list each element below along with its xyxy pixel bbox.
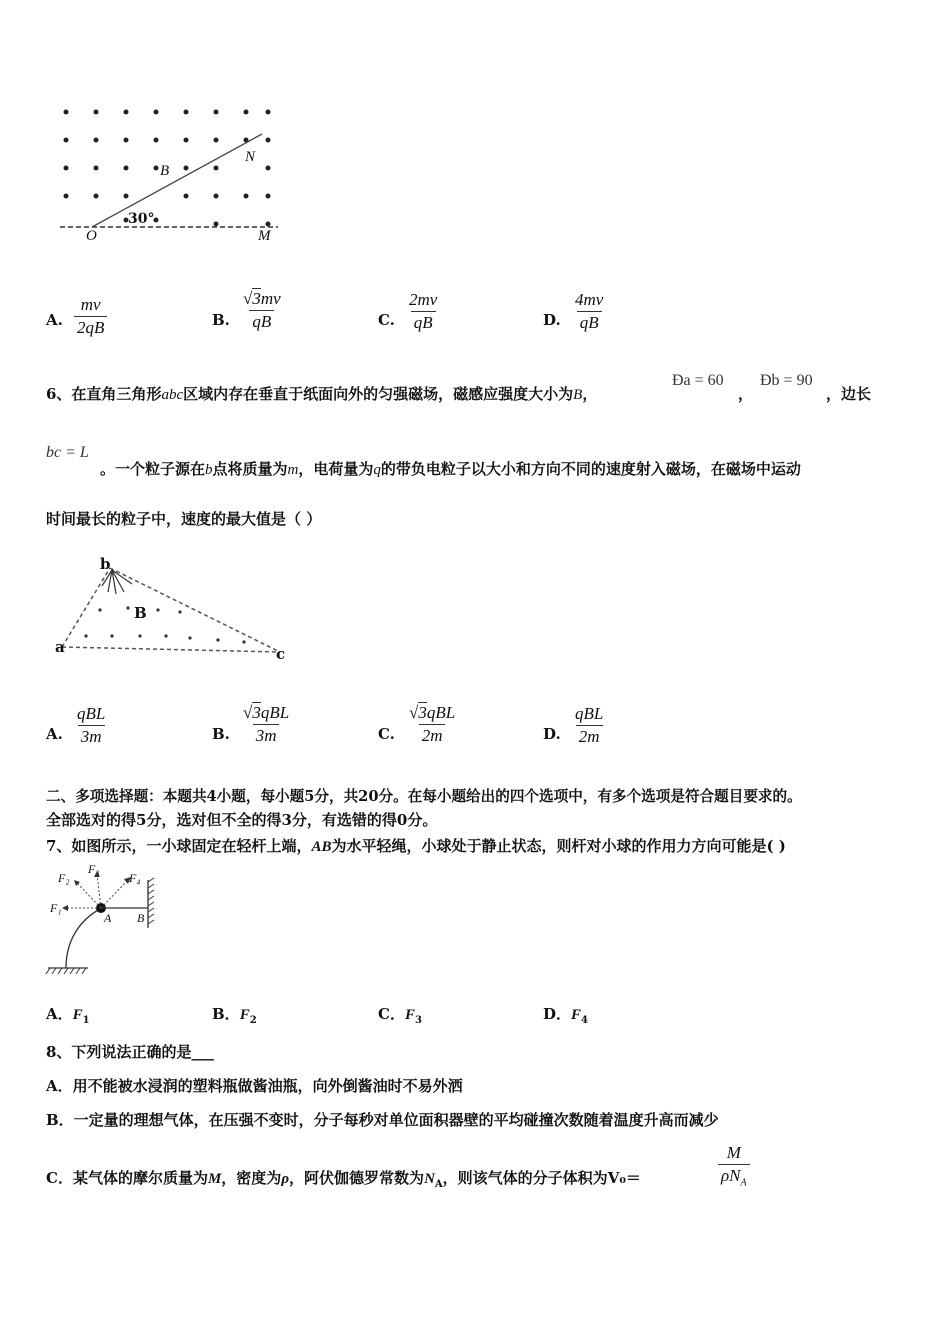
frac-den: qB xyxy=(249,310,274,333)
q7-option-c xyxy=(378,1003,422,1026)
q7-option-a xyxy=(46,1003,90,1026)
q5-label-B: B xyxy=(160,163,170,179)
sqrt-radicand: 3 xyxy=(252,289,261,308)
sqrt-icon: √ xyxy=(243,703,253,722)
q6-label-B: B xyxy=(134,604,147,622)
q6-stem-part1: 6、在直角三角形 xyxy=(46,385,162,403)
q8-c-c: ，阿伏伽德罗常数为 xyxy=(289,1169,425,1187)
frac-num: 4mv xyxy=(575,290,604,309)
option-sub: 3 xyxy=(414,1015,422,1026)
frac-den: 3m xyxy=(78,725,105,748)
q5-option-c-label: C. xyxy=(378,311,395,329)
frac-num: qBL xyxy=(575,704,604,723)
frac-den: qB xyxy=(411,311,436,334)
q8-stem: 8、下列说法正确的是___ xyxy=(46,1043,214,1061)
q7-stem-a: 7、如图所示，一小球固定在轻杆上端， xyxy=(46,837,312,855)
q8-c-a: C．某气体的摩尔质量为 xyxy=(46,1169,208,1187)
q5-option-c-fraction xyxy=(406,289,440,334)
q6-angle-b: Ðb = 90 xyxy=(760,372,813,389)
q8-c-d: ，则该气体的分子体积为 xyxy=(442,1169,608,1187)
q5-option-d-fraction xyxy=(572,289,606,334)
q8-c-M: M xyxy=(207,1171,222,1187)
option-value: F xyxy=(571,1007,582,1023)
q6-triangle-diagram xyxy=(50,552,300,667)
q6-stem-edge: ，边长 xyxy=(826,385,872,403)
frac-num xyxy=(240,288,284,310)
frac-den: 2m xyxy=(419,724,446,747)
option-value: F xyxy=(72,1007,83,1023)
q5-label-N: N xyxy=(245,149,256,165)
frac-den-main: ρN xyxy=(721,1166,741,1185)
option-sub: 2 xyxy=(249,1015,257,1026)
q5-option-b-label: B. xyxy=(212,311,230,329)
option-value: F xyxy=(239,1007,250,1023)
q6-label-b: b xyxy=(100,555,111,573)
frac-den: 2m xyxy=(576,725,603,748)
q7-label-B: B xyxy=(137,911,145,925)
frac-den: 3m xyxy=(253,724,280,747)
q6-stem-line1 xyxy=(46,383,597,404)
q6-stem-line3: 时间最长的粒子中，速度的最大值是（ ） xyxy=(46,510,322,528)
frac-num: qBL xyxy=(77,704,106,723)
q7-option-b xyxy=(212,1003,257,1026)
q6-stem-line2 xyxy=(100,458,801,479)
q6-label-a: a xyxy=(55,638,65,656)
frac-num-rest: qBL xyxy=(260,703,290,722)
q7-label-F4: F₄ xyxy=(129,871,141,885)
q5-option-a-label: A. xyxy=(46,311,63,329)
frac-num xyxy=(406,702,458,724)
q6-separator: ， xyxy=(738,385,754,403)
q8-c-V0: V₀＝ xyxy=(607,1169,641,1187)
option-label: D． xyxy=(543,1005,572,1023)
q7-label-F1: F₁ xyxy=(50,901,62,915)
q8-c-NA-sub: A xyxy=(434,1179,443,1190)
q5-option-a-fraction xyxy=(74,294,107,339)
q6-stem-part2: 区域内存在垂直于纸面向外的匀强磁场，磁感应强度大小为 xyxy=(183,385,574,403)
option-sub: 4 xyxy=(581,1015,588,1026)
section2-line1: 二、多项选择题：本题共4小题，每小题5分，共20分。在每小题给出的四个选项中，有多个选项是符合题目要求的。 xyxy=(46,788,802,805)
q6-line2-q-var: q xyxy=(373,462,381,478)
q5-angle-label: 30° xyxy=(128,211,155,227)
q6-option-a-fraction xyxy=(74,703,108,748)
sqrt-icon: √ xyxy=(409,703,419,722)
frac-den-sub: A xyxy=(740,1177,747,1189)
q6-angle-a: Ða = 60 xyxy=(672,372,724,389)
option-label: C． xyxy=(378,1005,405,1023)
q6-option-c-fraction xyxy=(406,702,458,747)
q5-option-b-fraction xyxy=(240,288,284,333)
q6-option-b-label: B. xyxy=(212,725,230,743)
q7-label-A: A xyxy=(104,911,112,925)
q8-option-a: A．用不能被水浸润的塑料瓶做酱油瓶，向外倒酱油时不易外洒 xyxy=(46,1077,463,1095)
q7-stem-AB: AB xyxy=(311,839,332,855)
q6-option-d-fraction xyxy=(572,703,606,748)
q8-option-c xyxy=(46,1167,641,1190)
q6-line2-m-var: m xyxy=(287,462,299,478)
q7-label-F2: F₂ xyxy=(58,871,70,885)
q7-option-d xyxy=(543,1003,588,1026)
q6-option-a-label: A. xyxy=(46,725,63,743)
q6-line2-d: 的带负电粒子以大小和方向不同的速度射入磁场，在磁场中运动 xyxy=(380,460,801,478)
q6-line2-b: 点将质量为 xyxy=(212,460,288,478)
sqrt-radicand: 3 xyxy=(418,703,427,722)
section2-line2: 全部选对的得5分，选对但不全的得3分，有选错的得0分。 xyxy=(46,811,438,829)
q6-stem-abc: abc xyxy=(161,387,184,403)
option-value: F xyxy=(404,1007,415,1023)
frac-den xyxy=(718,1164,750,1194)
q6-option-c-label: C. xyxy=(378,725,395,743)
frac-num: mv xyxy=(80,295,101,314)
q8-c-b: ，密度为 xyxy=(221,1169,282,1187)
q7-stem xyxy=(46,835,786,856)
q6-option-d-label: D. xyxy=(543,725,561,743)
q6-label-c: c xyxy=(276,645,286,663)
q8-option-b: B．一定量的理想气体，在压强不变时，分子每秒对单位面积器壁的平均碰撞次数随着温度升高而减少 xyxy=(46,1111,719,1129)
frac-num: M xyxy=(726,1143,741,1162)
frac-den: 2qB xyxy=(74,316,107,339)
q8-c-NA: N xyxy=(424,1171,435,1187)
frac-num: 2mv xyxy=(409,290,438,309)
option-sub: 1 xyxy=(82,1015,90,1026)
frac-num-rest: qBL xyxy=(426,703,456,722)
q6-stem-comma: ， xyxy=(582,385,598,403)
frac-num-rest: mv xyxy=(260,289,281,308)
q6-option-b-fraction xyxy=(240,702,292,747)
q8-c-rho: ρ xyxy=(281,1171,290,1187)
q6-bc-eq: bc = L xyxy=(46,444,89,461)
q6-line2-a: 。一个粒子源在 xyxy=(100,460,206,478)
q7-stem-b: 为水平轻绳，小球处于静止状态，则杆对小球的作用力方向可能是( ) xyxy=(331,837,786,855)
q7-label-F3: F₃ xyxy=(88,862,100,876)
q5-label-O: O xyxy=(86,228,97,244)
sqrt-icon: √ xyxy=(243,289,253,308)
q8-option-c-fraction xyxy=(718,1142,750,1194)
q6-line2-c: ，电荷量为 xyxy=(298,460,374,478)
q6-line2-b-var: b xyxy=(205,462,213,478)
option-label: B． xyxy=(212,1005,240,1023)
frac-den: qB xyxy=(577,311,602,334)
q5-option-d-label: D. xyxy=(543,311,561,329)
frac-num xyxy=(240,702,292,724)
q5-label-M: M xyxy=(258,228,271,244)
option-label: A． xyxy=(46,1005,73,1023)
q6-stem-B: B xyxy=(573,387,583,403)
sqrt-radicand: 3 xyxy=(252,703,261,722)
